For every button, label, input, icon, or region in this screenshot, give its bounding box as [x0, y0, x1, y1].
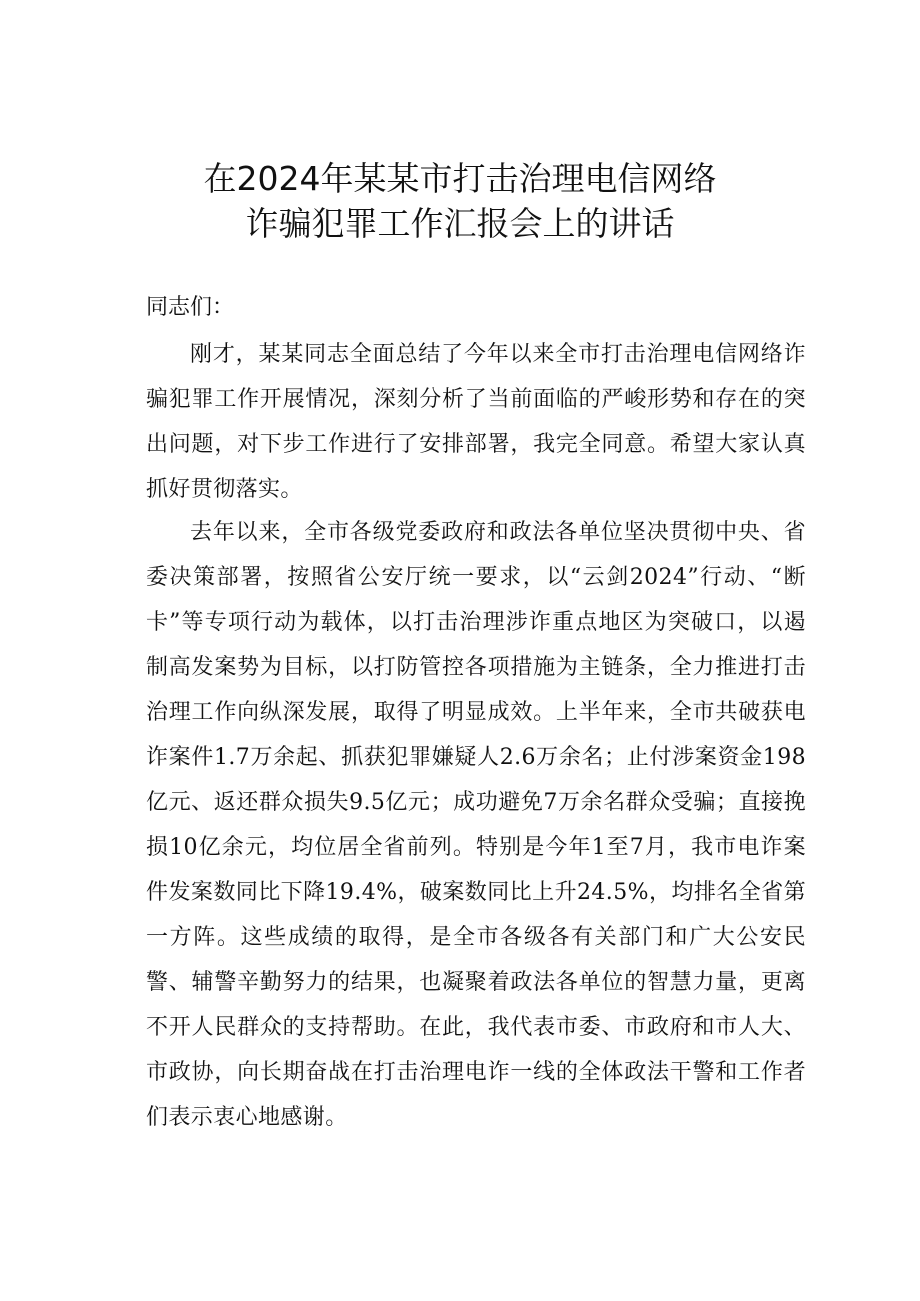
document-title-line-2: 诈骗犯罪工作汇报会上的讲话 — [245, 204, 675, 243]
paragraph-2: 去年以来，全市各级党委政府和政法各单位坚决贯彻中央、省委决策部署，按照省公安厅统一要求，以“云剑2024”行动、“断卡”等专项行动为载体，以打击治理涉诈重点地区为突破口，以遏制高发案势为目标，以打防管控各项措施为主链条，全力推进打击治理工作向纵深发展，取得了明显成效。上半年来，全市共破获电诈案件1.7万余起、抓获犯罪嫌疑人2.6万余名；止付涉案资金198亿元、返还群众损失9.5亿元；成功避免7万余名群众受骗；直接挽损10亿余元，均位居全省前列。特别是今年1至7月，我市电诈案件发案数同比下降19.4%，破案数同比上升24.5%，均排名全省第一方阵。这些成绩的取得，是全市各级各有关部门和广大公安民警、辅警辛勤努力的结果，也凝聚着政法各单位的智慧力量，更离不开人民群众的支持帮助。在此，我代表市委、市政府和市人大、市政协，向长期奋战在打击治理电诈一线的全体政法干警和工作者们表示衷心地感谢。 — [146, 520, 806, 1130]
paragraph-1: 刚才，某某同志全面总结了今年以来全市打击治理电信网络诈骗犯罪工作开展情况，深刻分析了当前面临的严峻形势和存在的突出问题，对下步工作进行了安排部署，我完全同意。希望大家认真抓好贯彻落实。 — [146, 342, 806, 502]
salutation: 同志们： — [146, 295, 235, 320]
document-title-line-1: 在2024年某某市打击治理电信网络 — [203, 159, 717, 198]
